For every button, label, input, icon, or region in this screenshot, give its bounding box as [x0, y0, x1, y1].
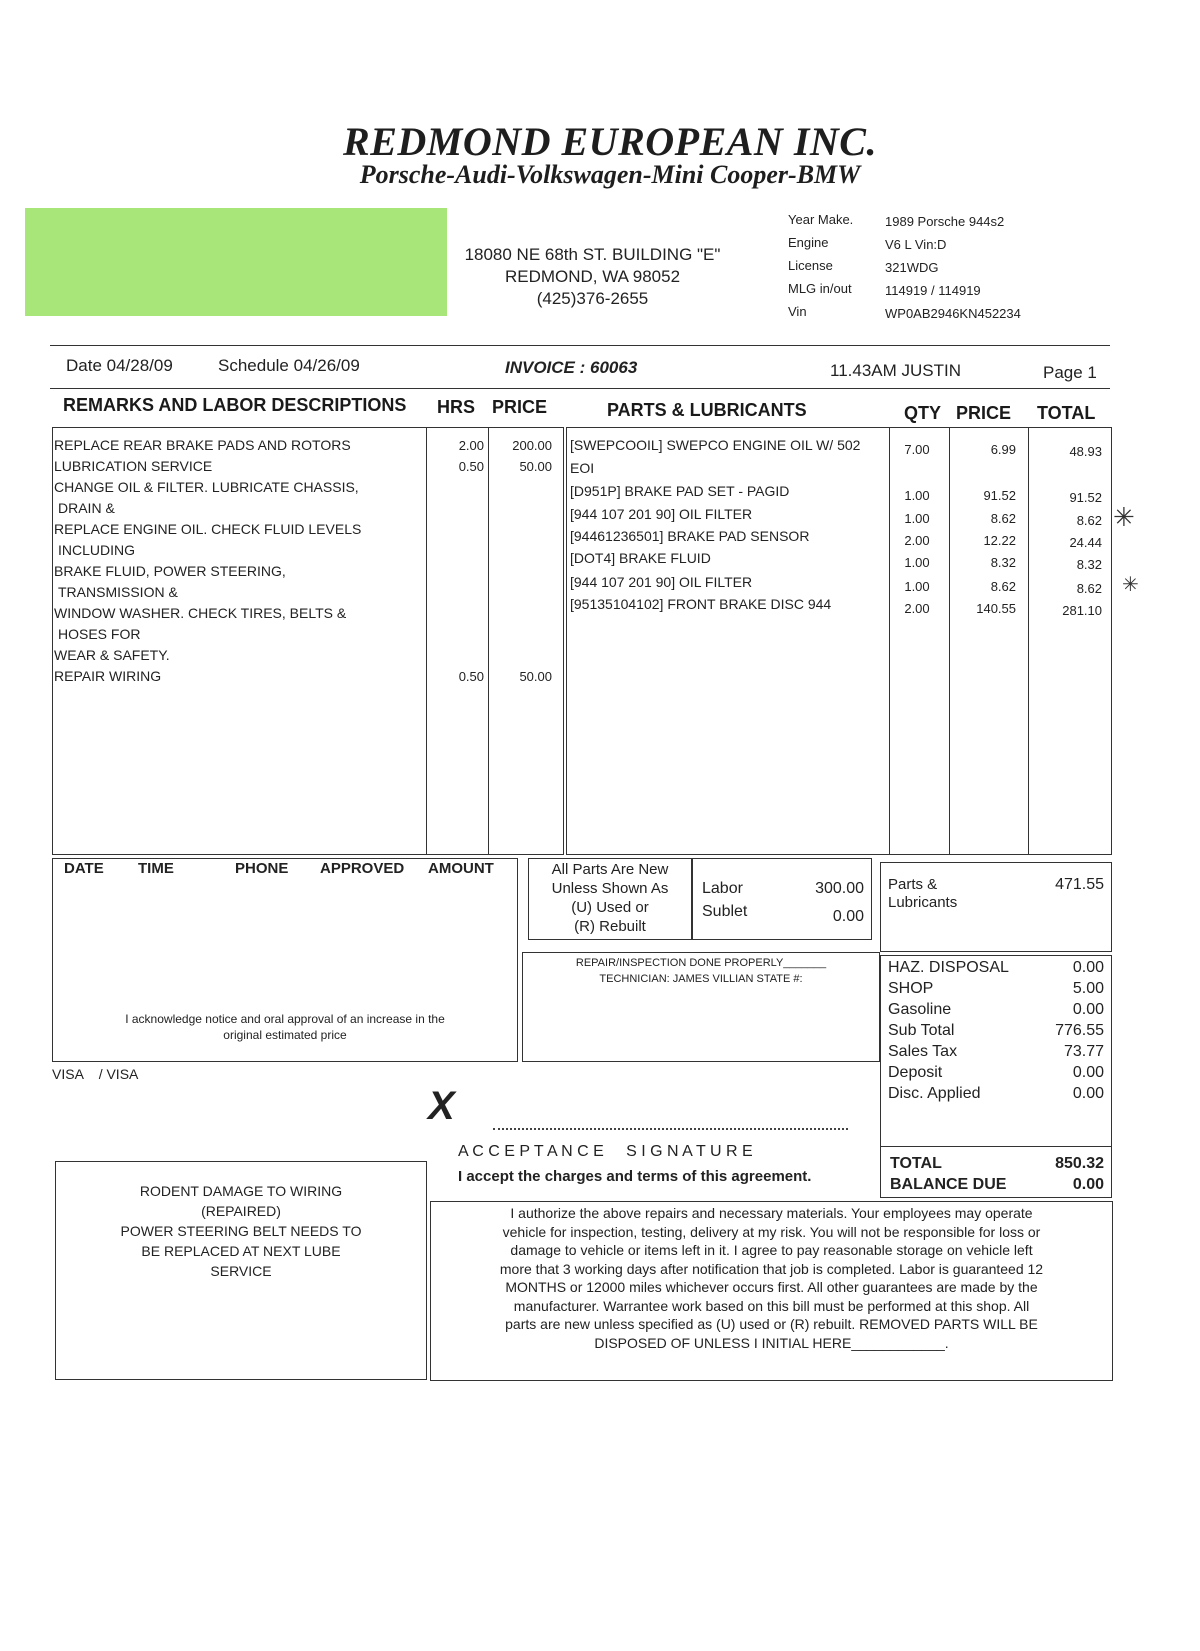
vehicle-values — [885, 210, 1105, 325]
part-desc: [DOT4] BRAKE FLUID — [570, 550, 711, 566]
labor-hrs: 0.50 — [458, 459, 484, 474]
schedule-date: Schedule 04/26/09 — [218, 356, 360, 375]
parts-col-divider — [1028, 427, 1029, 855]
part-desc: [944 107 201 90] OIL FILTER — [570, 506, 753, 522]
total-value: 5.00 — [1072, 980, 1104, 997]
part-qty: 1.00 — [904, 579, 930, 594]
labor-desc: REPLACE ENGINE OIL. CHECK FLUID LEVELS — [54, 521, 362, 537]
parts-note-line: Unless Shown As — [551, 880, 669, 897]
terms-line: manufacturer. Warrantee work based on this bill must be performed at this shop. All — [513, 1297, 1030, 1314]
total-row-tax — [888, 1041, 1104, 1062]
approval-amount-label: AMOUNT — [428, 860, 494, 877]
approval-phone-label: PHONE — [235, 860, 289, 877]
vehicle-license: 321WDG — [885, 260, 939, 275]
labor-summary-value: 300.00 — [815, 880, 864, 897]
part-price: 6.99 — [990, 442, 1016, 457]
part-qty: 2.00 — [904, 533, 930, 548]
col-total: TOTAL — [1037, 403, 1096, 423]
labor-desc: REPAIR WIRING — [54, 668, 162, 684]
totals-list — [888, 957, 1104, 1104]
total-value: 0.00 — [1072, 959, 1104, 976]
part-total: 8.62 — [1076, 513, 1102, 528]
total-row-shop — [888, 978, 1104, 999]
service-notes — [57, 1181, 425, 1281]
part-total: 48.93 — [1069, 444, 1102, 459]
terms-line: DISPOSED OF UNLESS I INITIAL HERE____________. — [594, 1334, 949, 1351]
vehicle-label: Vin — [788, 304, 807, 319]
vehicle-mileage: 114919 / 114919 — [885, 283, 981, 298]
service-note-line: SERVICE — [210, 1263, 272, 1279]
labor-price: 50.00 — [519, 459, 552, 474]
vehicle-engine: V6 L Vin:D — [885, 237, 947, 252]
approval-time-label: TIME — [138, 860, 174, 877]
labor-col-divider — [488, 427, 489, 855]
company-name: REDMOND EUROPEAN INC. — [343, 119, 877, 164]
parts-price — [951, 439, 1016, 620]
part-qty: 1.00 — [904, 488, 930, 503]
labor-col-divider — [426, 427, 427, 855]
total-row-deposit — [888, 1062, 1104, 1083]
terms-line: I authorize the above repairs and necessary materials. Your employees may operate — [510, 1205, 1033, 1221]
labor-desc: CHANGE OIL & FILTER. LUBRICATE CHASSIS, — [54, 479, 359, 495]
vehicle-label: Engine — [788, 235, 829, 250]
approval-notice-line: I acknowledge notice and oral approval of an increase in the — [125, 1012, 445, 1026]
redacted-customer-info — [25, 208, 447, 316]
part-desc: EOI — [570, 460, 595, 476]
grand-total-label: TOTAL — [890, 1155, 942, 1172]
company-tagline: Porsche-Audi-Volkswagen-Mini Cooper-BMW — [359, 160, 861, 189]
part-qty: 2.00 — [904, 601, 930, 616]
signature-x-mark: X — [428, 1084, 455, 1128]
part-price: 8.62 — [990, 511, 1016, 526]
col-price: PRICE — [492, 397, 548, 417]
parts-note-line: (U) Used or — [571, 899, 649, 916]
part-price: 12.22 — [983, 533, 1016, 548]
parts-descriptions — [570, 435, 885, 616]
handwritten-asterisk-mark: ✳ — [1122, 574, 1139, 596]
labor-desc: REPLACE REAR BRAKE PADS AND ROTORS — [54, 437, 351, 453]
total-value: 0.00 — [1072, 1085, 1104, 1102]
labor-summary-label: Labor — [702, 880, 743, 897]
balance-due-label: BALANCE DUE — [890, 1176, 1007, 1193]
labor-price: 200.00 — [512, 438, 552, 453]
terms-line: vehicle for inspection, testing, delivery at my risk. You will not be responsible for loss or — [502, 1223, 1041, 1240]
part-total: 8.32 — [1076, 557, 1102, 572]
service-note-line: BE REPLACED AT NEXT LUBE — [141, 1243, 341, 1259]
col-remarks: REMARKS AND LABOR DESCRIPTIONS — [63, 395, 407, 415]
labor-hrs: 0.50 — [458, 669, 484, 684]
terms-line: parts are new unless specified as (U) used or (R) rebuilt. REMOVED PARTS WILL BE — [505, 1316, 1038, 1332]
acceptance-text: I accept the charges and terms of this agreement. — [458, 1168, 812, 1185]
part-total: 8.62 — [1076, 581, 1102, 596]
part-desc: [94461236501] BRAKE PAD SENSOR — [570, 528, 810, 544]
total-row-discount — [888, 1083, 1104, 1104]
part-total: 281.10 — [1062, 603, 1102, 618]
parts-total-value: 471.55 — [1055, 876, 1104, 893]
terms-line: more that 3 working days after notification that job is completed. Labor is guaranteed 12 — [499, 1260, 1044, 1277]
labor-desc: TRANSMISSION & — [58, 584, 178, 600]
grand-totals — [890, 1153, 1104, 1195]
col-parts: PARTS & LUBRICANTS — [607, 400, 807, 420]
payment-method: VISA / VISA — [52, 1066, 139, 1082]
labor-summary-box — [692, 858, 872, 940]
page-number: Page 1 — [1043, 363, 1097, 382]
acceptance-signature-title: A C C E P T A N C E S I G N A T U R E — [458, 1143, 753, 1160]
shop-phone: (425)376-2655 — [536, 289, 649, 308]
part-desc: [D951P] BRAKE PAD SET - PAGID — [570, 483, 790, 499]
total-row-gasoline — [888, 999, 1104, 1020]
part-qty: 7.00 — [904, 442, 930, 457]
parts-note — [530, 860, 690, 936]
part-desc: [95135104102] FRONT BRAKE DISC 944 — [570, 596, 832, 612]
meta-top-rule — [50, 345, 1110, 346]
total-label: Gasoline — [888, 1001, 952, 1018]
sublet-label: Sublet — [702, 903, 748, 920]
parts-total-label-line: Parts & — [888, 876, 938, 893]
signature-line[interactable] — [493, 1128, 848, 1130]
terms-text — [432, 1204, 1111, 1352]
total-value: 0.00 — [1072, 1064, 1104, 1081]
balance-due-value: 0.00 — [1072, 1176, 1104, 1193]
parts-qty — [892, 439, 942, 620]
vehicle-labels — [788, 208, 878, 323]
labor-hours — [428, 435, 484, 687]
parts-note-line: All Parts Are New — [551, 861, 669, 878]
total-row-subtotal — [888, 1020, 1104, 1041]
total-label: HAZ. DISPOSAL — [888, 959, 1009, 976]
total-label: Disc. Applied — [888, 1085, 981, 1102]
part-price: 8.62 — [990, 579, 1016, 594]
col-qty: QTY — [904, 403, 942, 423]
vehicle-label: MLG in/out — [788, 281, 852, 296]
service-note-line: RODENT DAMAGE TO WIRING — [139, 1183, 343, 1199]
parts-col-divider — [889, 427, 890, 855]
parts-total — [1030, 441, 1102, 622]
approval-date-label: DATE — [64, 860, 104, 877]
total-value: 0.00 — [1072, 1001, 1104, 1018]
part-total: 91.52 — [1069, 490, 1102, 505]
invoice-number: INVOICE : 60063 — [505, 358, 638, 377]
labor-desc: INCLUDING — [58, 542, 136, 558]
inspection-text — [524, 955, 878, 987]
vehicle-vin: WP0AB2946KN452234 — [885, 306, 1021, 321]
col-part-price: PRICE — [956, 403, 1012, 423]
parts-total-label — [888, 876, 957, 912]
invoice-date: Date 04/28/09 — [66, 356, 173, 375]
meta-bottom-rule — [50, 388, 1110, 389]
labor-hrs: 2.00 — [458, 438, 484, 453]
labor-desc: BRAKE FLUID, POWER STEERING, — [54, 563, 286, 579]
address-line-2: REDMOND, WA 98052 — [504, 267, 681, 286]
service-note-line: (REPAIRED) — [201, 1203, 281, 1219]
total-value: 776.55 — [1055, 1022, 1104, 1039]
part-qty: 1.00 — [904, 511, 930, 526]
vehicle-label: License — [788, 258, 833, 273]
grand-total-value: 850.32 — [1055, 1155, 1104, 1172]
handwritten-asterisk-mark: ✳ — [1113, 502, 1135, 532]
parts-col-divider — [949, 427, 950, 855]
labor-descriptions — [54, 435, 424, 687]
part-qty: 1.00 — [904, 555, 930, 570]
part-price: 140.55 — [976, 601, 1016, 616]
time-writer: 11.43AM JUSTIN — [830, 361, 962, 380]
parts-total-label-line: Lubricants — [888, 894, 958, 911]
vehicle-year-make: 1989 Porsche 944s2 — [885, 214, 1005, 229]
total-row-haz — [888, 957, 1104, 978]
service-note-line: POWER STEERING BELT NEEDS TO — [120, 1223, 362, 1239]
terms-line: damage to vehicle or items left in it. I agree to pay reasonable storage on vehicle left — [510, 1242, 1033, 1258]
labor-price: 50.00 — [519, 669, 552, 684]
labor-desc: LUBRICATION SERVICE — [54, 458, 213, 474]
labor-prices — [490, 435, 552, 687]
col-hrs: HRS — [437, 397, 476, 417]
vehicle-label: Year Make. — [788, 212, 854, 227]
total-label: Sales Tax — [888, 1043, 958, 1060]
grand-total-row — [890, 1153, 1104, 1174]
part-price: 8.32 — [990, 555, 1016, 570]
total-label: Deposit — [888, 1064, 943, 1081]
labor-desc: HOSES FOR — [58, 626, 141, 642]
labor-desc: WEAR & SAFETY. — [54, 647, 170, 663]
total-label: SHOP — [888, 980, 934, 997]
part-desc: [944 107 201 90] OIL FILTER — [570, 574, 753, 590]
address-line-1: 18080 NE 68th ST. BUILDING "E" — [464, 245, 721, 264]
parts-note-line: (R) Rebuilt — [574, 918, 646, 935]
part-price: 91.52 — [983, 488, 1016, 503]
inspection-line: TECHNICIAN: JAMES VILLIAN STATE #: — [599, 973, 803, 985]
balance-due-row — [890, 1174, 1104, 1195]
approval-approved-label: APPROVED — [320, 860, 405, 877]
labor-desc: DRAIN & — [58, 500, 115, 516]
approval-notice — [60, 1011, 510, 1043]
terms-line: MONTHS or 12000 miles whichever occurs first. All other guarantees are made by the — [505, 1279, 1038, 1295]
total-value: 73.77 — [1063, 1043, 1104, 1060]
shop-address — [450, 244, 735, 310]
labor-desc: WINDOW WASHER. CHECK TIRES, BELTS & — [54, 605, 347, 621]
sublet-value: 0.00 — [832, 908, 864, 925]
part-total: 24.44 — [1069, 535, 1102, 550]
approval-notice-line: original estimated price — [223, 1028, 347, 1042]
part-desc: [SWEPCOOIL] SWEPCO ENGINE OIL W/ 502 — [570, 437, 861, 453]
inspection-line: REPAIR/INSPECTION DONE PROPERLY_______ — [575, 957, 827, 969]
total-label: Sub Total — [888, 1022, 955, 1039]
